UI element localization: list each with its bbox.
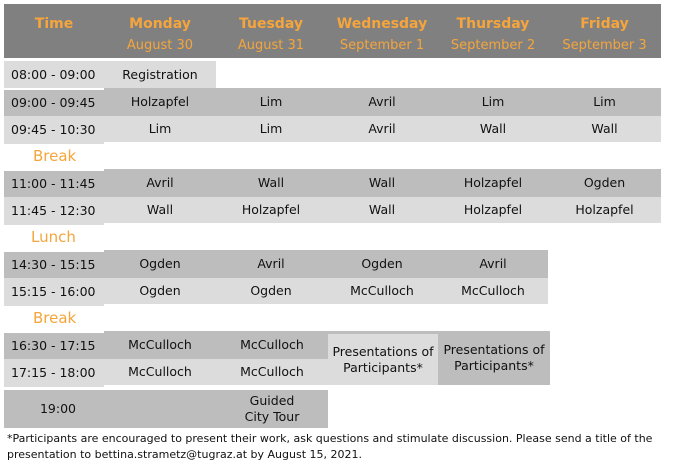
session-cell: Wall <box>216 169 326 197</box>
day-header-wednesday <box>326 4 438 58</box>
day-header-tuesday <box>216 4 326 58</box>
presentations-cell-thursday: Presentations of Participants* <box>438 331 550 385</box>
session-cell: Avril <box>104 169 216 197</box>
session-cell: Ogden <box>216 278 326 304</box>
session-cell: Ogden <box>326 250 438 278</box>
day-name: Friday <box>580 16 629 32</box>
day-date: August 30 <box>126 38 194 53</box>
day-name: Monday <box>129 16 191 32</box>
time-header-label: Time <box>34 16 74 32</box>
break-label: Break <box>33 309 77 327</box>
day-date: September 3 <box>562 38 647 53</box>
time-cell: 08:00 - 09:00 <box>4 61 104 88</box>
session-cell: Lim <box>548 88 661 116</box>
day-header-thursday <box>438 4 548 58</box>
schedule-header <box>4 4 661 58</box>
time-cell: 16:30 - 17:15 <box>4 333 104 359</box>
session-cell: Wall <box>438 116 548 142</box>
time-cell: 15:15 - 16:00 <box>4 278 104 306</box>
day-name: Tuesday <box>239 16 303 32</box>
day-date: August 31 <box>237 38 305 53</box>
session-cell: Lim <box>438 88 548 116</box>
presentations-cell-wednesday: Presentations of Participants* <box>328 331 438 385</box>
session-cell: Avril <box>326 116 438 142</box>
session-cell: Registration <box>104 61 216 88</box>
footnote: *Participants are encouraged to present their work, ask questions and stimulate discussion. Please send a title of the presentation to bettina.strametz@tugraz.at by August 15, 2021. <box>7 432 653 461</box>
day-name: Wednesday <box>336 16 428 32</box>
day-date: September 1 <box>339 38 425 53</box>
session-cell: McCulloch <box>104 331 216 359</box>
empty-cell <box>104 390 216 428</box>
session-cell: Holzapfel <box>548 197 661 223</box>
day-name: Thursday <box>456 16 530 32</box>
day-header-monday <box>104 4 216 58</box>
day-header-friday <box>548 4 661 58</box>
lunch-label: Lunch <box>31 228 76 246</box>
session-cell: Guided City Tour <box>216 390 328 428</box>
time-cell: 09:45 - 10:30 <box>4 116 104 144</box>
time-cell: 11:00 - 11:45 <box>4 171 104 197</box>
time-cell: 19:00 <box>4 390 104 428</box>
time-cell: 11:45 - 12:30 <box>4 197 104 225</box>
session-cell: Holzapfel <box>216 197 326 223</box>
session-cell: Ogden <box>104 250 216 278</box>
session-cell: Avril <box>216 250 326 278</box>
session-cell: Holzapfel <box>104 88 216 116</box>
session-cell: Holzapfel <box>438 197 548 223</box>
session-cell: Avril <box>326 88 438 116</box>
session-cell: Wall <box>326 169 438 197</box>
time-cell: 09:00 - 09:45 <box>4 90 104 116</box>
time-cell: 14:30 - 15:15 <box>4 252 104 278</box>
session-cell: Avril <box>438 250 548 278</box>
session-cell: Lim <box>216 116 326 142</box>
session-cell: McCulloch <box>216 359 328 385</box>
session-cell: McCulloch <box>216 331 328 359</box>
break-label: Break <box>33 147 77 165</box>
session-cell: McCulloch <box>104 359 216 385</box>
session-cell: Lim <box>216 88 326 116</box>
session-cell: Wall <box>326 197 438 223</box>
time-cell: 17:15 - 18:00 <box>4 359 104 387</box>
session-cell: Holzapfel <box>438 169 548 197</box>
time-header <box>4 4 104 58</box>
session-cell: Wall <box>104 197 216 223</box>
day-date: September 2 <box>450 38 536 53</box>
session-cell: Ogden <box>104 278 216 304</box>
session-cell: McCulloch <box>438 278 548 304</box>
session-cell: Lim <box>104 116 216 142</box>
session-cell: Wall <box>548 116 661 142</box>
session-cell: McCulloch <box>326 278 438 304</box>
session-cell: Ogden <box>548 169 661 197</box>
